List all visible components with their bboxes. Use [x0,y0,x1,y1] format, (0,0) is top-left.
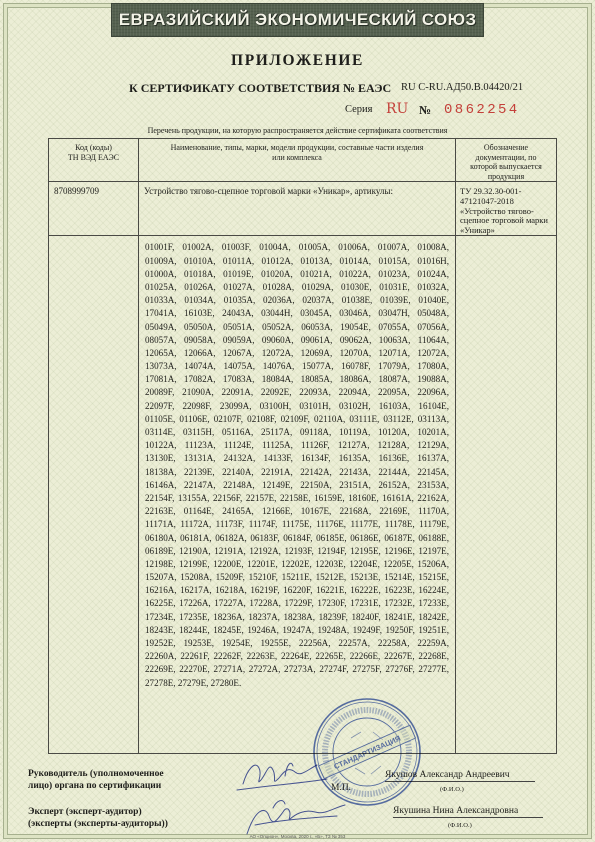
certificate-number: RU C-RU.АД50.В.04420/21 [401,82,524,93]
number-sign: № [419,103,432,117]
document-title: ПРИЛОЖЕНИЕ [231,52,364,69]
empty-documentation-cell [456,236,557,754]
article-list [145,241,449,689]
article-line: 16216A, 16217A, 16218A, 16219F, 16220F, 16221E, 16222E, 16223E, 16224E, [145,585,449,596]
article-line: 11171A, 11172A, 11173F, 11174F, 11175E, 11176E, 11177E, 11178E, 11179E, [145,519,449,530]
article-line: 17234E, 17235E, 18236A, 18237A, 18238A, 18239F, 18240F, 18241E, 18242E, [145,611,449,622]
article-line: 27278E, 27279E, 27280E. [145,677,242,688]
article-line: 03114E, 03115H, 05116A, 25117A, 09118A, 10119A, 10120A, 10201A, [145,427,449,437]
head-role-label: Руководитель (уполномоченное лицо) органа по сертификации [28,769,164,791]
article-line: 22163E, 01164E, 24165A, 12166E, 10167E, 22168A, 22169E, 11170A, [145,506,449,517]
row-code-cell: 8708999709 [49,182,139,236]
table-row [49,182,557,236]
blank-number: 0862254 [444,102,520,118]
article-line: 01001F, 01002A, 01003F, 01004A, 01005A, 01006A, 01007A, 01008A, [145,242,449,253]
article-line: 17041A, 16103E, 24043A, 03044H, 03045A, 03046A, 03047H, 05048A, [145,308,449,319]
article-line: 10122A, 11123A, 11124E, 11125A, 11126F, 12127A, 12128A, 12129A, [145,440,449,451]
printer-imprint: АО «Опцион», Москва, 2020 г., «Б», ТЗ № 353 [249,834,346,839]
article-line: 01105E, 01106E, 02107F, 02108F, 02109F, 02110A, 03111E, 03112E, 03113A, [145,413,449,424]
article-line: 13073A, 14074A, 14075A, 14076A, 15077A, 16078F, 17079A, 17080A, [145,361,449,372]
header-name-cell: Наименование, типы, марки, модели продукции, составные части изделия или комплекса [139,139,456,182]
header-code-cell: Код (коды) ТН ВЭД ЕАЭС [49,139,139,182]
expert-name-caption: (Ф.И.О.) [448,822,472,829]
article-line: 19252E, 19253E, 19254E, 19255E, 22256A, 22257A, 22258A, 22259A, [145,638,449,648]
article-line: 16146A, 22147A, 22148A, 12149E, 22150A, 23151A, 26152A, 23153A, [145,479,449,490]
seal-stamp [311,696,423,808]
article-line: 15207A, 15208A, 15209F, 15210F, 15211E, 15212E, 15213E, 15214E, 15215E, [145,572,449,583]
article-line: 22260A, 22261F, 22262F, 22263E, 22264E, 22265E, 22266E, 22267E, 22268E, [145,651,449,662]
head-name-caption: (Ф.И.О.) [440,786,464,793]
article-line: 22097F, 22098F, 23099A, 03100H, 03101H, 03102H, 16103A, 16104E, [145,400,449,411]
article-line: 20089F, 21090A, 22091A, 22092E, 22093A, 22094A, 22095A, 22096A, [145,387,449,398]
row-name-cell: Устройство тягово-сцепное торговой марки «Уникар», артикулы: [139,182,456,236]
expert-role-label: Эксперт (эксперт-аудитор) (эксперты (эксперты-аудиторы)) [28,807,168,829]
article-line: 01000A, 01018A, 01019E, 01020A, 01021A, 01022A, 01023A, 01024A, [145,268,449,279]
article-line: 06180A, 06181A, 06182A, 06183F, 06184F, 06185E, 06186E, 06187E, 06188E, [145,532,449,543]
article-line: 01009A, 01010A, 01011A, 01012A, 01013A, 01014A, 01015A, 01016H, [145,255,449,266]
series-label: Серия [345,104,373,115]
article-line: 18243E, 18244E, 18245E, 19246A, 19247A, 19248A, 19249F, 19250F, 19251E, [145,624,449,635]
article-line: 01025A, 01026A, 01027A, 01028A, 01029A, 01030E, 01031E, 01032A, [145,281,449,292]
seal-mark-label: М.П. [331,783,352,793]
articles-cell [139,236,456,754]
stamp-band-text: СТАНДАРТИЗАЦИЯ [332,733,403,772]
list-caption: Перечень продукции, на которую распространяется действие сертификата соответствия [147,126,448,135]
article-line: 06189E, 12190A, 12191A, 12192A, 12193F, 12194F, 12195E, 12196E, 12197E, [145,545,449,556]
empty-code-cell [49,236,139,754]
table-row-articles [49,236,557,754]
row-documentation-cell: ТУ 29.32.30-001- 47121047-2018 «Устройство тягово- сцепное торговой марки «Уникар» [456,182,557,236]
article-line: 05049A, 05050A, 05051A, 05052A, 06053A, 19054E, 07055A, 07056A, [145,321,449,332]
table-header-row [49,139,557,182]
series-code: RU [386,101,409,117]
article-line: 16225E, 17226A, 17227A, 17228A, 17229F, 17230F, 17231E, 17232E, 17233E, [145,598,449,609]
certificate-label: К СЕРТИФИКАТУ СООТВЕТСТВИЯ № ЕАЭС [129,81,392,95]
article-line: 22154F, 13155A, 22156F, 22157E, 22158E, 16159E, 18160E, 16161A, 22162A, [145,492,449,503]
union-banner: ЕВРАЗИЙСКИЙ ЭКОНОМИЧЕСКИЙ СОЮЗ [112,4,483,36]
product-table [48,138,557,754]
article-line: 13130E, 13131A, 24132A, 14133F, 16134F, 16135A, 16136E, 16137A, [145,453,449,464]
article-line: 17081A, 17082A, 17083A, 18084A, 18085A, 18086A, 18087A, 19088A, [145,374,449,385]
header-documentation-cell: Обозначение документации, по которой выпускается продукция [456,139,557,182]
head-name: Якушов Александр Андреевич [385,770,535,782]
expert-name: Якушина Нина Александровна [393,806,543,818]
article-line: 12198E, 12199E, 12200E, 12201E, 12202E, 12203E, 12204E, 12205E, 15206A, [145,558,449,569]
article-line: 12065A, 12066A, 12067A, 12072A, 12069A, 12070A, 12071A, 12072A, [145,347,449,358]
article-line: 01033A, 01034A, 01035A, 02036A, 02037A, 01038E, 01039E, 01040E, [145,295,449,306]
article-line: 18138A, 22139E, 22140A, 22191A, 22142A, 22143A, 22144A, 22145A, [145,466,449,477]
article-line: 22269E, 22270E, 27271A, 27272A, 27273A, 27274F, 27275F, 27276F, 27277E, [145,664,449,675]
article-line: 08057A, 09058A, 09059A, 09060A, 09061A, 09062A, 10063A, 11064A, [145,334,449,345]
